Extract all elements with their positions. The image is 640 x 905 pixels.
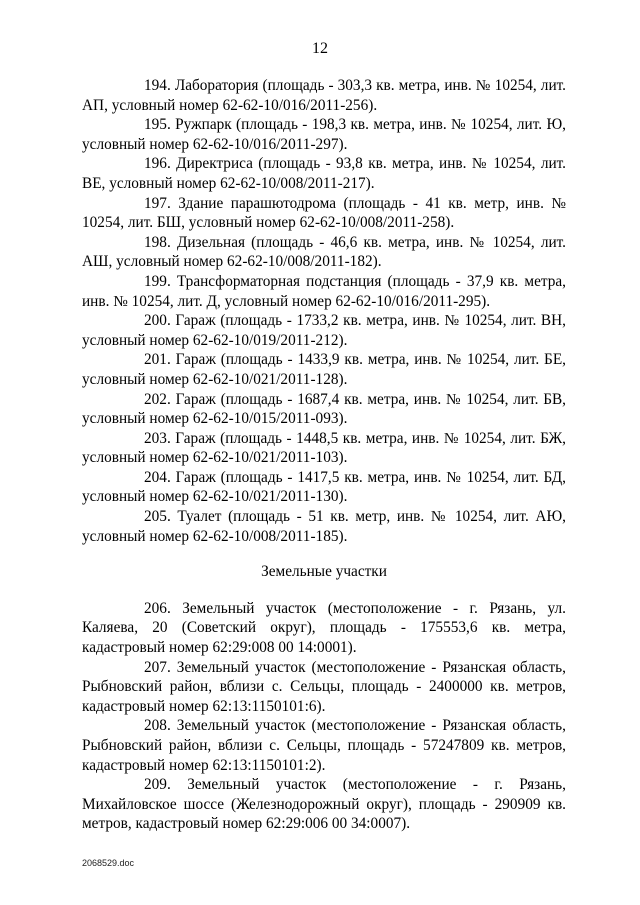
list-item-200: 200. Гараж (площадь - 1733,2 кв. метра, инв. № 10254, лит. ВН, условный номер 62-62-10/019/2011-212).	[82, 312, 566, 349]
list-item-201: 201. Гараж (площадь - 1433,9 кв. метра, инв. № 10254, лит. БЕ, условный номер 62-62-10/021/2011-128).	[82, 351, 566, 388]
list-item-206: 206. Земельный участок (местоположение - г. Рязань, ул. Каляева, 20 (Советский округ), площадь - 175553,6 кв. метра, кадастровый номер 62:29:008 00 14:0001).	[82, 599, 566, 657]
section-heading: Земельные участки	[261, 563, 387, 581]
list-item-194: 194. Лаборатория (площадь - 303,3 кв. метра, инв. № 10254, лит. АП, условный номер 62-62-10/016/2011-256).	[82, 77, 566, 114]
list-item-204: 204. Гараж (площадь - 1417,5 кв. метра, инв. № 10254, лит. БД, условный номер 62-62-10/021/2011-130).	[82, 468, 566, 506]
list-item-202: 202. Гараж (площадь - 1687,4 кв. метра, инв. № 10254, лит. БВ, условный номер 62-62-10/015/2011-093).	[82, 390, 566, 428]
list-item-209: 209. Земельный участок (местоположение - г. Рязань, Михайловское шоссе (Железнодорожный округ), площадь - 290909 кв. метров, кадастровый номер 62:29:006 00 34:0007).	[82, 776, 566, 833]
page-number: 12	[312, 40, 328, 57]
list-item-207: 207. Земельный участок (местоположение - Рязанская область, Рыбновский район, вблизи с. Сельцы, площадь - 2400000 кв. метров, кадастровый номер 62:13:1150101:6).	[82, 658, 566, 715]
list-item-208: 208. Земельный участок (местоположение - Рязанская область, Рыбновский район, вблизи с. Сельцы, площадь - 57247809 кв. метров, кадастровый номер 62:13:1150101:2).	[82, 717, 566, 774]
list-item-195: 195. Ружпарк (площадь - 198,3 кв. метра, инв. № 10254, лит. Ю, условный номер 62-62-10/016/2011-297).	[82, 116, 566, 153]
document-body	[82, 76, 566, 834]
list-item-198: 198. Дизельная (площадь - 46,6 кв. метра, инв. № 10254, лит. АШ, условный номер 62-62-10/008/2011-182).	[82, 233, 566, 271]
list-item-199: 199. Трансформаторная подстанция (площадь - 37,9 кв. метра, инв. № 10254, лит. Д, условный номер 62-62-10/016/2011-295).	[82, 272, 566, 310]
footer-filename: 2068529.doc	[82, 858, 135, 868]
list-item-197: 197. Здание парашютодрома (площадь - 41 кв. метр, инв. № 10254, лит. БШ, условный номер 62-62-10/008/2011-258).	[82, 194, 566, 232]
list-item-203: 203. Гараж (площадь - 1448,5 кв. метра, инв. № 10254, лит. БЖ, условный номер 62-62-10/021/2011-103).	[82, 429, 566, 467]
list-item-196: 196. Директриса (площадь - 93,8 кв. метра, инв. № 10254, лит. ВЕ, условный номер 62-62-10/008/2011-217).	[82, 155, 566, 192]
list-item-205: 205. Туалет (площадь - 51 кв. метр, инв. № 10254, лит. АЮ, условный номер 62-62-10/008/2011-185).	[82, 508, 566, 545]
